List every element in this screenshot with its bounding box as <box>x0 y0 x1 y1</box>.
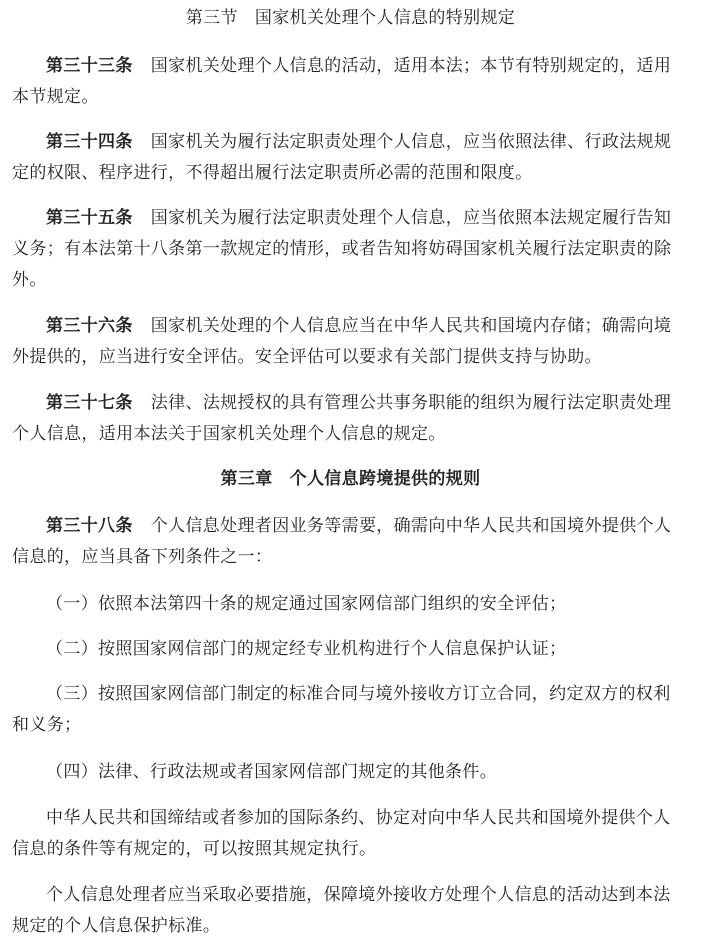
article-text: 国家机关处理个人信息的活动，适用本法；本节有特别规定的，适用 <box>150 56 672 76</box>
list-item-3 <box>12 679 691 710</box>
article-38-cont <box>12 542 691 573</box>
paragraph-text: 规定的个人信息保护标准。 <box>12 916 221 936</box>
article-label: 第三十三条 <box>46 56 133 76</box>
paragraph-3 <box>12 880 691 911</box>
article-text: 个人信息，适用本法关于国家机关处理个人信息的规定。 <box>12 424 446 444</box>
section-heading <box>0 3 701 34</box>
article-text: 法律、法规授权的具有管理公共事务职能的组织为履行法定职责处理 <box>150 393 672 413</box>
article-label: 第三十四条 <box>46 132 133 152</box>
paragraph-3-cont <box>12 911 691 942</box>
list-item-2 <box>12 634 691 665</box>
section-number: 第三节 <box>185 8 238 28</box>
article-text: 个人信息处理者因业务等需要，确需向中华人民共和国境外提供个人 <box>150 516 672 536</box>
article-label: 第三十五条 <box>46 208 133 228</box>
article-35 <box>12 203 691 234</box>
article-36 <box>12 311 691 342</box>
article-37 <box>12 388 691 419</box>
article-33 <box>12 51 691 82</box>
article-label: 第三十六条 <box>46 316 133 336</box>
paragraph-2-cont <box>12 834 691 865</box>
article-34 <box>12 127 691 158</box>
chapter-number: 第三章 <box>220 469 273 489</box>
paragraph-text: 个人信息处理者应当采取必要措施，保障境外接收方处理个人信息的活动达到本法 <box>46 885 671 905</box>
paragraph-text: 信息的条件等有规定的，可以按照其规定执行。 <box>12 839 377 859</box>
list-item-text: （四）法律、行政法规或者国家网信部门规定的其他条件。 <box>46 762 498 782</box>
section-title: 国家机关处理个人信息的特别规定 <box>254 8 516 28</box>
article-text: 本节规定。 <box>12 87 99 107</box>
article-text: 定的权限、程序进行，不得超出履行法定职责所必需的范围和限度。 <box>12 163 533 183</box>
article-38 <box>12 511 691 542</box>
article-35-cont2 <box>12 265 691 296</box>
chapter-heading <box>0 464 701 495</box>
article-33-cont <box>12 82 691 113</box>
article-35-cont <box>12 234 691 265</box>
article-text: 外提供的，应当进行安全评估。安全评估可以要求有关部门提供支持与协助。 <box>12 347 602 367</box>
paragraph-text: 中华人民共和国缔结或者参加的国际条约、协定对向中华人民共和国境外提供个人 <box>46 808 671 828</box>
article-text: 国家机关为履行法定职责处理个人信息，应当依照法律、行政法规规 <box>150 132 672 152</box>
paragraph-2 <box>12 803 691 834</box>
chapter-title: 个人信息跨境提供的规则 <box>289 469 481 489</box>
article-text: 信息的，应当具备下列条件之一： <box>12 547 273 567</box>
article-label: 第三十七条 <box>46 393 133 413</box>
list-item-4 <box>12 757 691 788</box>
article-text: 义务；有本法第十八条第一款规定的情形，或者告知将妨碍国家机关履行法定职责的除 <box>12 239 672 259</box>
article-text: 外。 <box>12 270 47 290</box>
list-item-text: 和义务； <box>12 715 82 735</box>
article-label: 第三十八条 <box>46 516 133 536</box>
article-37-cont <box>12 419 691 450</box>
article-34-cont <box>12 158 691 189</box>
list-item-text: （一）依照本法第四十条的规定通过国家网信部门组织的安全评估； <box>46 594 567 614</box>
list-item-3-cont <box>12 710 691 741</box>
list-item-text: （二）按照国家网信部门的规定经专业机构进行个人信息保护认证； <box>46 639 567 659</box>
article-36-cont <box>12 342 691 373</box>
article-text: 国家机关处理的个人信息应当在中华人民共和国境内存储；确需向境 <box>150 316 672 336</box>
list-item-1 <box>12 589 691 620</box>
list-item-text: （三）按照国家网信部门制定的标准合同与境外接收方订立合同，约定双方的权利 <box>46 684 671 704</box>
article-text: 国家机关为履行法定职责处理个人信息，应当依照本法规定履行告知 <box>150 208 672 228</box>
